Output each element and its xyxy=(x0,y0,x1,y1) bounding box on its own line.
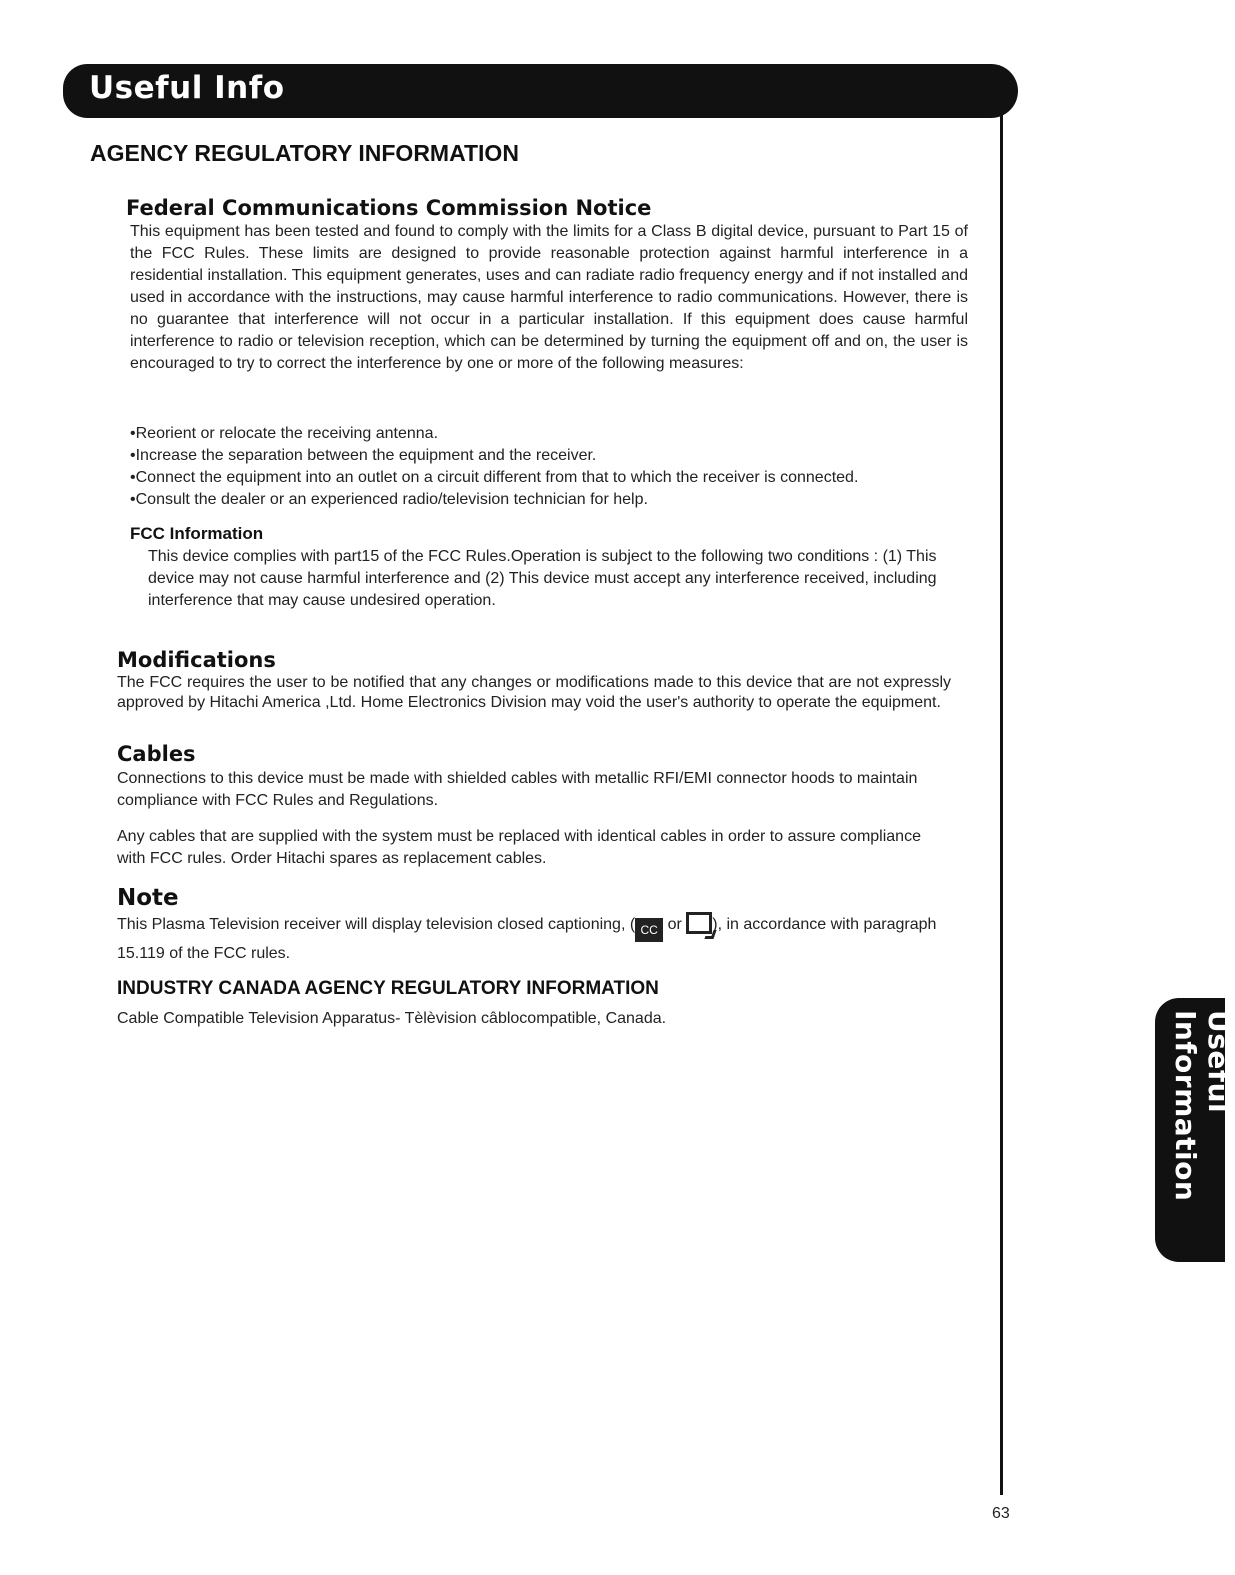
list-item: • Increase the separation between the equipment and the receiver. xyxy=(130,445,858,467)
side-tab-label: Useful Information xyxy=(1169,1010,1235,1202)
page-number: 63 xyxy=(992,1505,1010,1522)
caption-box-icon xyxy=(686,912,712,934)
list-item: • Reorient or relocate the receiving antenna. xyxy=(130,423,858,445)
cables-body-2: Any cables that are supplied with the system must be replaced with identical cables in order to assure compliance with FCC rules. Order Hitachi spares as replacement cables. xyxy=(117,828,921,867)
cables-title: Cables xyxy=(117,742,196,766)
note-text: ), in accordance with paragraph 15.119 of the FCC rules. xyxy=(117,916,937,962)
measures-list xyxy=(130,423,858,511)
modifications-title: Modifications xyxy=(117,648,276,672)
fcc-information-body: This device complies with part15 of the FCC Rules.Operation is subject to the following two conditions : (1) This device may not cause harmful interference and (2) This device must accept any interference received, including interference that may cause undesired operation. xyxy=(148,548,937,609)
industry-canada-body: Cable Compatible Television Apparatus- Tèlèvision câblocompatible, Canada. xyxy=(117,1010,667,1027)
side-tab xyxy=(1155,998,1235,1262)
fcc-notice-title: Federal Communications Commission Notice xyxy=(126,196,652,220)
header-title: Useful Info xyxy=(89,70,285,106)
note-title: Note xyxy=(117,885,179,911)
note-body xyxy=(117,912,957,966)
note-text: This Plasma Television receiver will display television closed captioning, ( xyxy=(117,916,636,933)
cables-body-1: Connections to this device must be made with shielded cables with metallic RFI/EMI connector hoods to maintain compliance with FCC Rules and Regulations. xyxy=(117,770,918,809)
vertical-divider xyxy=(1000,110,1003,1495)
note-text: or xyxy=(663,916,687,933)
list-item: • Connect the equipment into an outlet on a circuit different from that to which the receiver is connected. xyxy=(130,467,858,489)
closed-caption-icon: CC xyxy=(635,918,663,942)
fcc-notice-body: This equipment has been tested and found to comply with the limits for a Class B digital device, pursuant to Part 15 of the FCC Rules. These limits are designed to provide reasonable protection against harmful interference in a residential installation. This equipment generates, uses and can radiate radio frequency energy and if not installed and used in accordance with the instructions, may cause harmful interference to radio communications. However, there is no guarantee that interference will not occur in a particular installation. If this equipment does cause harmful interference to radio or television reception, which can be determined by turning the equipment off and on, the user is encouraged to try to correct the interference by one or more of the following measures: xyxy=(130,223,968,372)
industry-canada-title: INDUSTRY CANADA AGENCY REGULATORY INFORMATION xyxy=(117,978,659,999)
header-bar xyxy=(63,64,1018,118)
page-heading: AGENCY REGULATORY INFORMATION xyxy=(90,140,519,166)
modifications-body: The FCC requires the user to be notified that any changes or modifications made to this device that are not expressly approved by Hitachi America ,Ltd. Home Electronics Division may void the user's authority to operate the equipment. xyxy=(117,674,951,711)
fcc-information-title: FCC Information xyxy=(130,524,264,543)
list-item: • Consult the dealer or an experienced radio/television technician for help. xyxy=(130,489,858,511)
